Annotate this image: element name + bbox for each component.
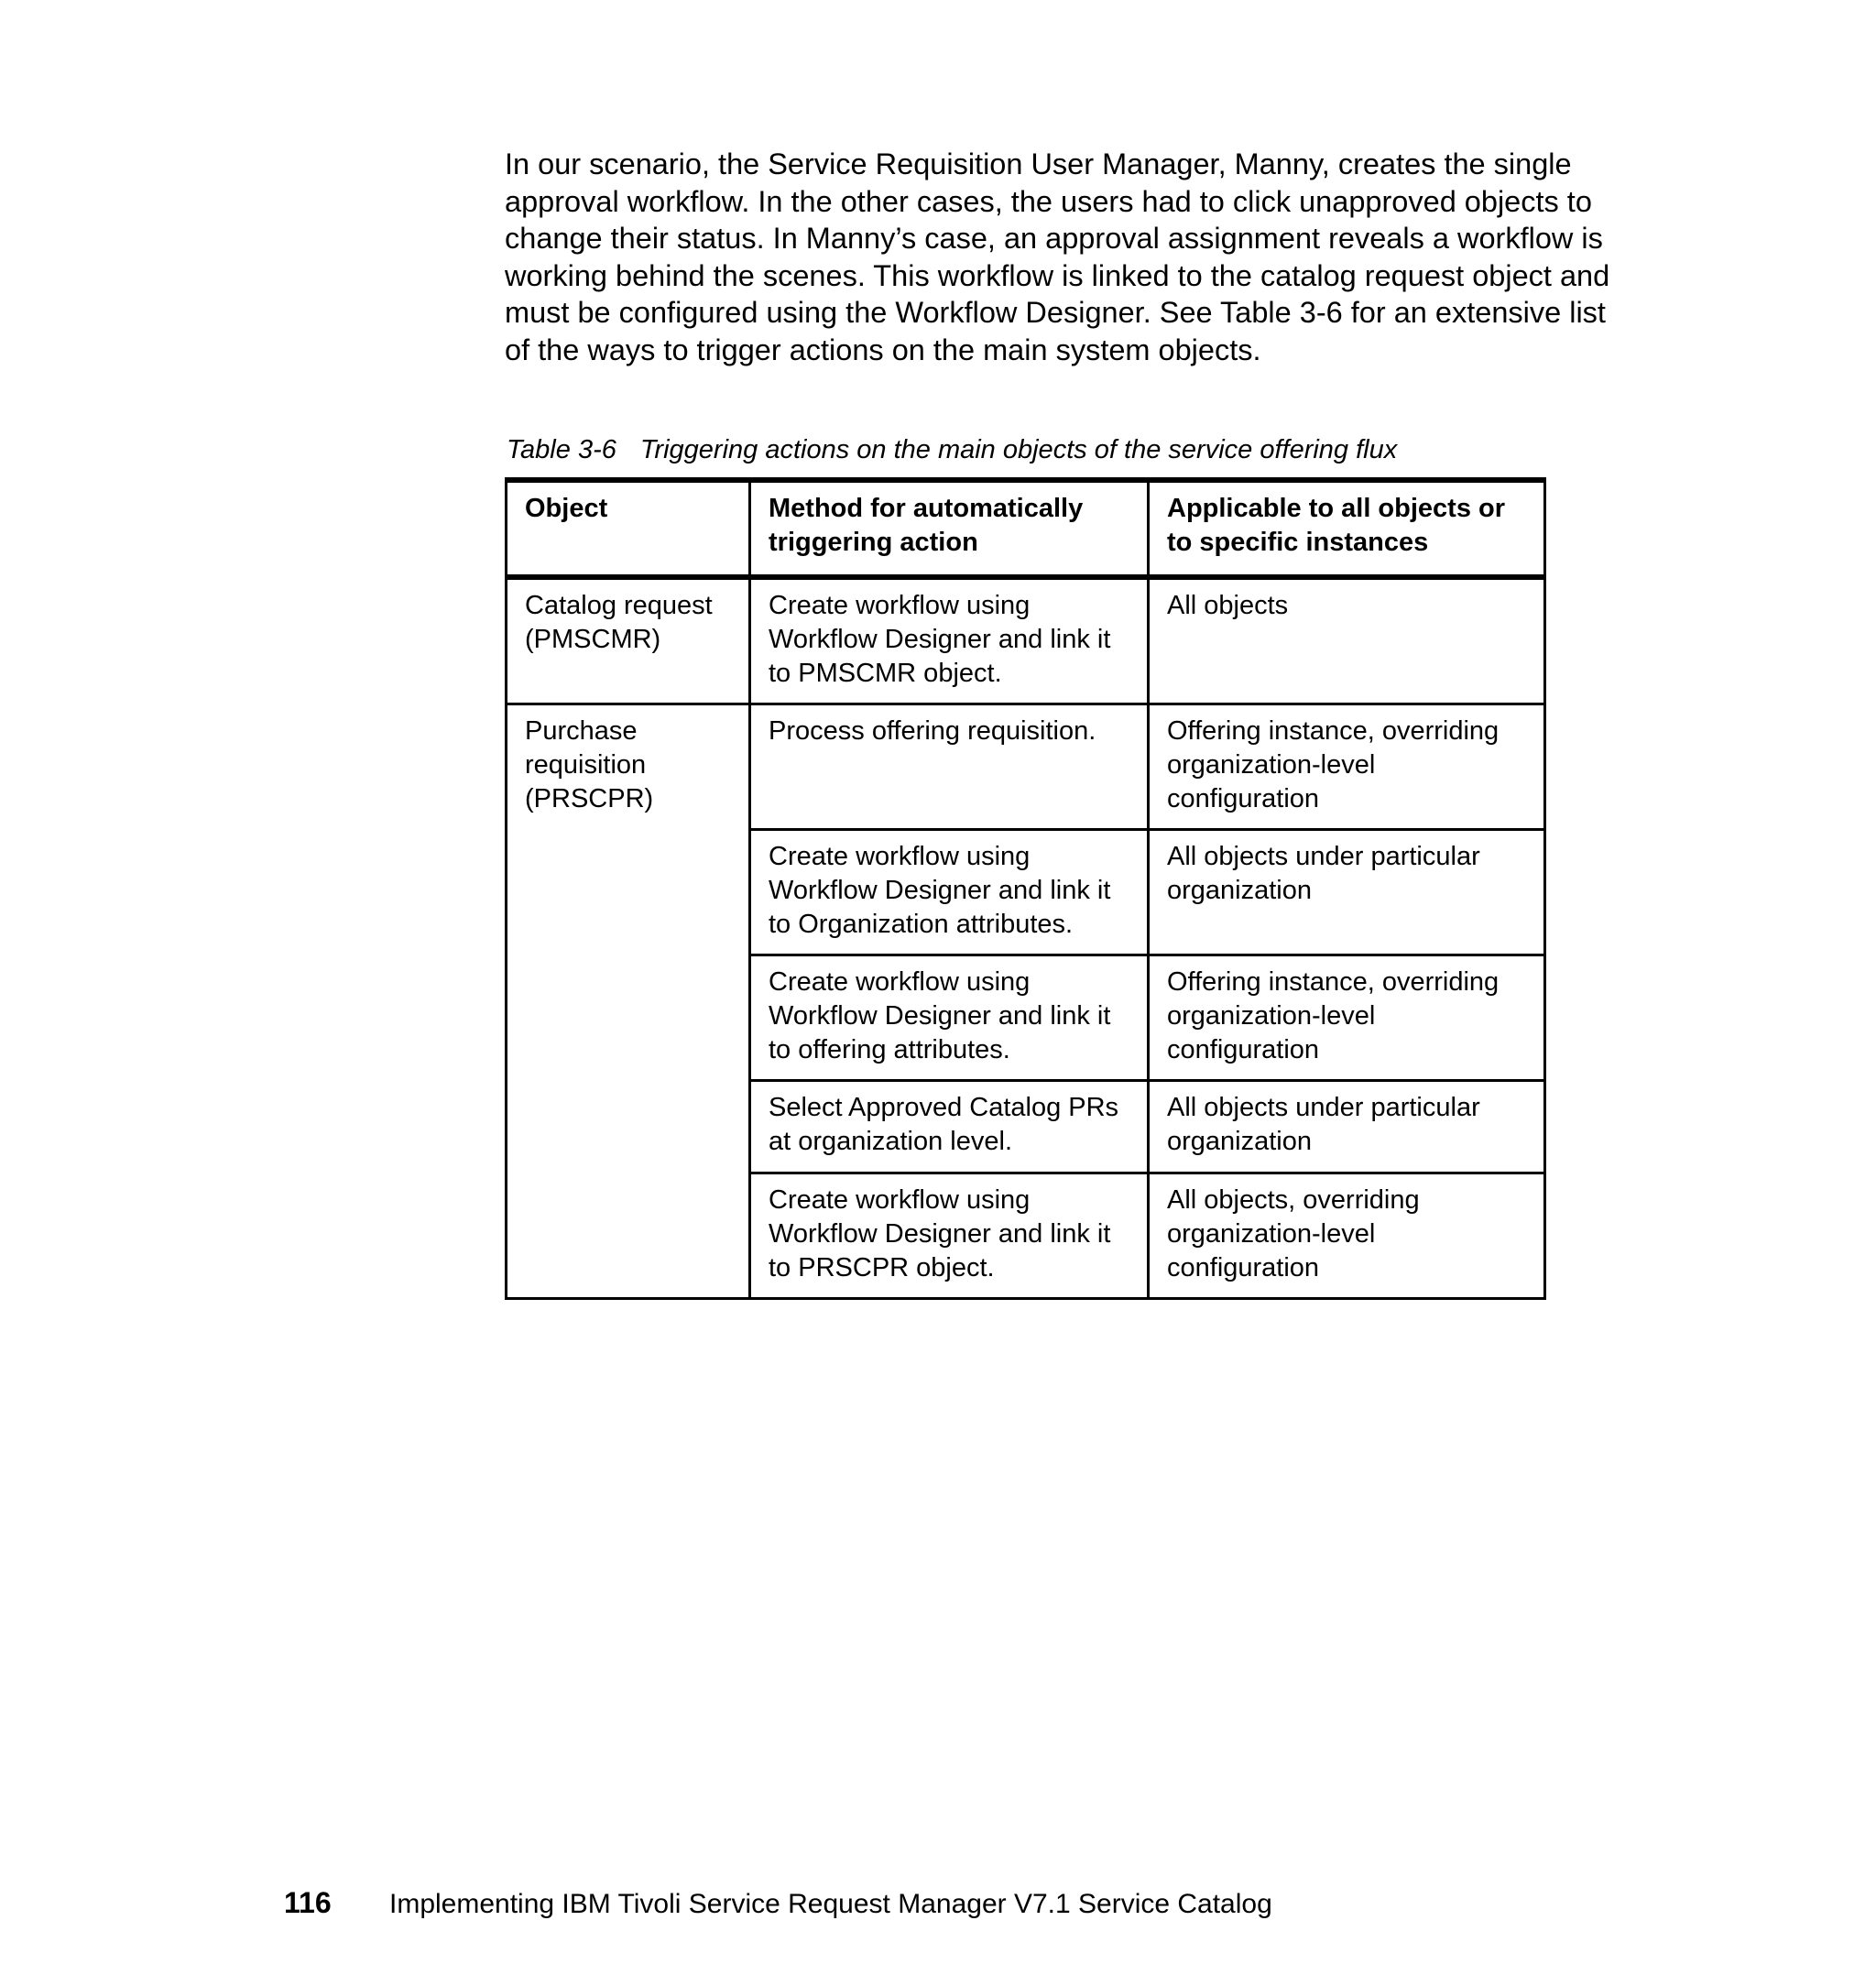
cell-applicable: All objects (1149, 577, 1545, 704)
cell-method: Create workflow using Workflow Designer and link it to PMSCMR object. (750, 577, 1149, 704)
triggering-actions-table (505, 477, 1546, 1300)
book-title: Implementing IBM Tivoli Service Request Manager V7.1 Service Catalog (389, 1889, 1272, 1919)
cell-applicable: All objects under particular organization (1149, 1081, 1545, 1173)
cell-applicable: All objects under particular organization (1149, 830, 1545, 955)
cell-applicable: All objects, overriding organization-level configuration (1149, 1173, 1545, 1299)
cell-applicable: Offering instance, overriding organization-level configuration (1149, 704, 1545, 830)
cell-method: Process offering requisition. (750, 704, 1149, 830)
table-caption-number: Table 3-6 (507, 435, 616, 464)
cell-object: Catalog request (PMSCMR) (507, 577, 750, 704)
page-footer (284, 1886, 1272, 1920)
header-applicable: Applicable to all objects or to specific instances (1149, 480, 1545, 577)
page-number: 116 (284, 1886, 332, 1919)
cell-method: Select Approved Catalog PRs at organization level. (750, 1081, 1149, 1173)
cell-method: Create workflow using Workflow Designer and link it to Organization attributes. (750, 830, 1149, 955)
header-method: Method for automatically triggering action (750, 480, 1149, 577)
table-caption-text: Triggering actions on the main objects of the service offering flux (639, 435, 1398, 464)
table-header-row (507, 480, 1545, 577)
cell-applicable: Offering instance, overriding organization-level configuration (1149, 955, 1545, 1081)
cell-method: Create workflow using Workflow Designer and link it to PRSCPR object. (750, 1173, 1149, 1299)
header-object: Object (507, 480, 750, 577)
table-caption (507, 435, 1397, 465)
cell-method: Create workflow using Workflow Designer and link it to offering attributes. (750, 955, 1149, 1081)
table-row (507, 704, 1545, 830)
intro-paragraph: In our scenario, the Service Requisition User Manager, Manny, creates the single approval workflow. In the other cases, the users had to click unapproved objects to change their status. In Manny’s case, an approval assignment reveals a workflow is working behind the scenes. This workflow is linked to the catalog request object and must be configured using the Workflow Designer. See Table 3-6 for an extensive list of the ways to trigger actions on the main system objects. (505, 147, 1610, 366)
table-row (507, 577, 1545, 704)
cell-object: Purchase requisition (PRSCPR) (507, 704, 750, 1299)
